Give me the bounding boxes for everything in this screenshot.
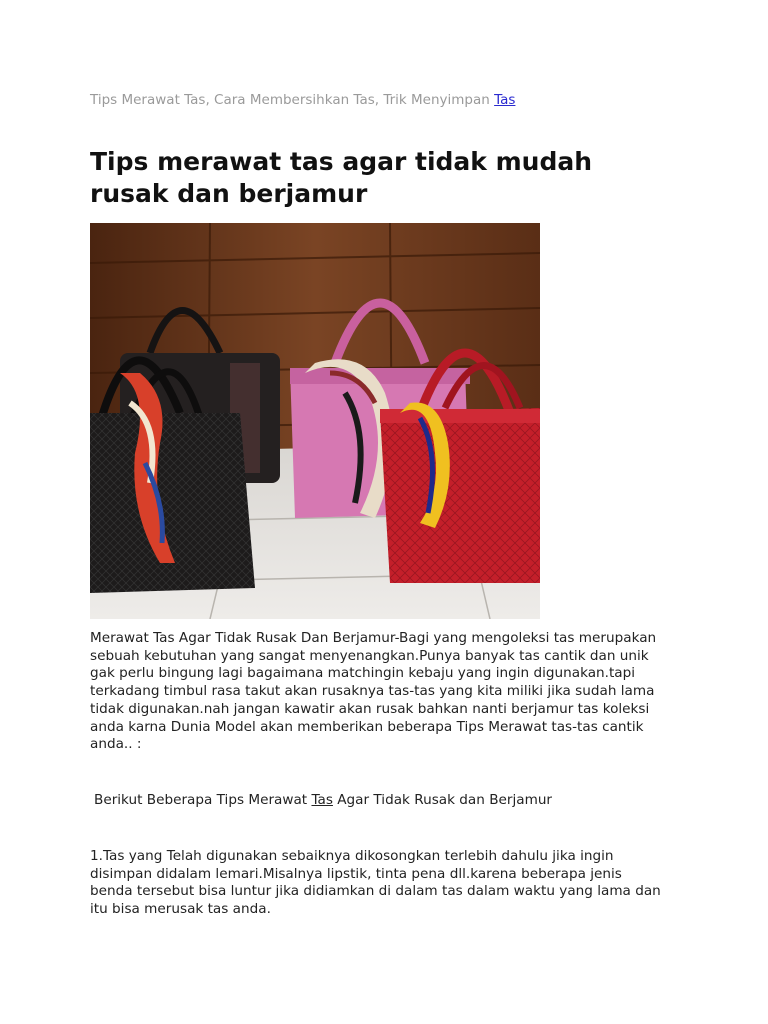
intro-line: tidak digunakan.nah jangan kawatir akan rusak bahkan nanti berjamur tas koleksi [90, 700, 650, 717]
subheading-link-tas[interactable]: Tas [311, 792, 333, 808]
breadcrumb [90, 92, 515, 108]
page-title [90, 146, 650, 210]
intro-paragraph [90, 630, 680, 754]
breadcrumb-text: Tips Merawat Tas, Cara Membersihkan Tas, Trik Menyimpan [90, 92, 495, 108]
tip-line: disimpan didalam lemari.Misalnya lipstik, tinta pena dll.karena beberapa jenis [90, 865, 622, 882]
intro-line: gak perlu bingung lagi bagaimana matchingin kebaju yang ingin digunakan.tapi [90, 665, 636, 682]
intro-line: terkadang timbul rasa takut akan rusaknya tas-tas yang kita miliki jika sudah lama [90, 683, 655, 700]
title-line-1: Tips merawat tas agar tidak mudah [90, 147, 593, 176]
tips-subheading [94, 792, 684, 810]
tip-1-paragraph [90, 848, 680, 919]
intro-line: anda karna Dunia Model akan memberikan beberapa Tips Merawat tas-tas cantik [90, 718, 644, 735]
tip-line: itu bisa merusak tas anda. [90, 901, 271, 918]
tip-line: benda tersebut bisa luntur jika didiamkan di dalam tas dalam waktu yang lama dan [90, 883, 661, 900]
intro-line: anda.. : [90, 736, 142, 753]
subheading-before: Berikut Beberapa Tips Merawat [94, 792, 312, 808]
subheading-after: Agar Tidak Rusak dan Berjamur [332, 792, 553, 808]
title-line-2: rusak dan berjamur [90, 179, 368, 208]
intro-line: sebuah kebutuhan yang sangat menyenangkan.Punya banyak tas cantik dan unik [90, 647, 649, 664]
handbags-photo [90, 223, 540, 619]
intro-line: Merawat Tas Agar Tidak Rusak Dan Berjamur-Bagi yang mengoleksi tas merupakan [90, 630, 657, 646]
breadcrumb-link-tas[interactable]: Tas [494, 92, 516, 108]
tip-line: 1.Tas yang Telah digunakan sebaiknya dikosongkan terlebih dahulu jika ingin [90, 848, 614, 864]
